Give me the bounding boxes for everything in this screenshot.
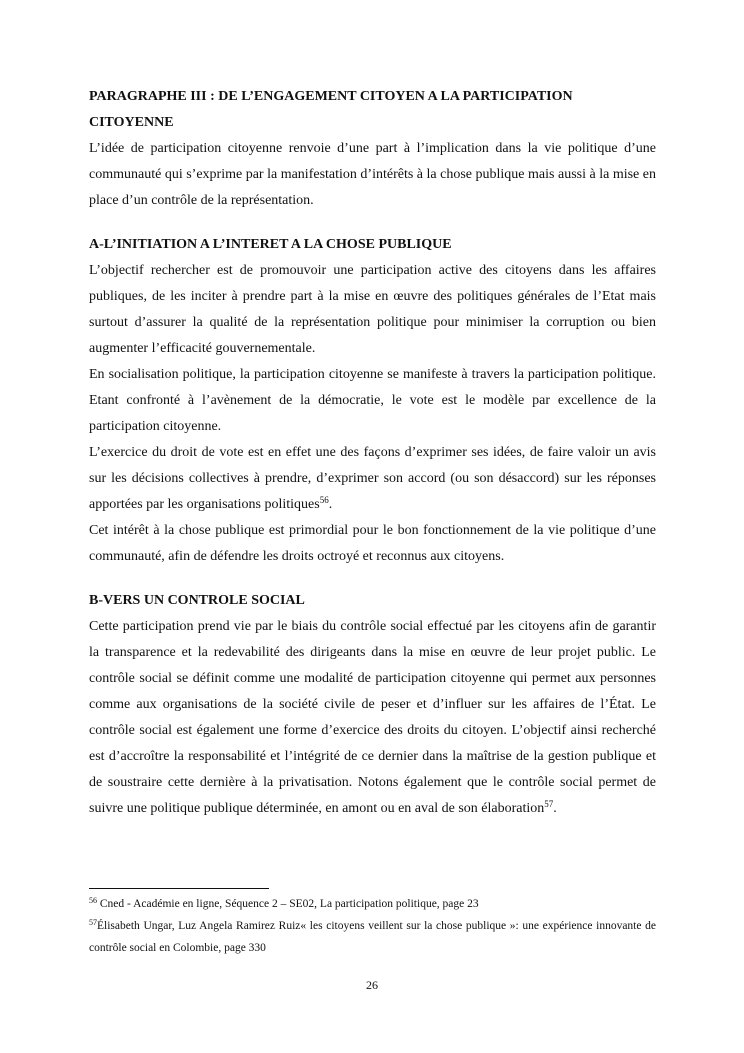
- footnotes: [89, 893, 656, 959]
- footnote-number: 56: [89, 896, 97, 905]
- part-a-heading: A-L’INITIATION A L’INTERET A LA CHOSE PUBLIQUE: [89, 237, 452, 252]
- part-a-paragraph-1: L’objectif rechercher est de promouvoir une participation active des citoyens dans les affaires publiques, de les inciter à prendre part à la mise en œuvre des politiques générales de l’Etat mais surtout d’assurer la qualité de la représentation politique pour minimiser la corruption ou bien augmenter l’efficacité gouvernementale.: [89, 263, 656, 356]
- part-b-paragraph-1: [89, 614, 656, 822]
- page-number: 26: [366, 978, 378, 992]
- part-a-paragraph-3: [89, 440, 656, 518]
- footnote-ref-56[interactable]: 56: [319, 495, 329, 505]
- part-b-paragraph-1-text: Cette participation prend vie par le biais du contrôle social effectué par les citoyens afin de garantir la transparence et la redevabilité des dirigeants dans la mise en œuvre de leur projet public. Le contrôle social se définit comme une modalité de participation citoyenne qui permet aux personnes comme aux organisations de la société civile de peser et d’influer sur les affaires de l’État. Le contrôle social est également une forme d’exercice des droits du citoyen. L’objectif ainsi recherché est d’accroître la responsabilité et l’intégrité de ce dernier dans la maîtrise de la gestion publique et de soustraire cette dernière à la privatisation. Notons également que le contrôle social permet de suivre une politique publique déterminée, en amont ou en aval de son élaboration: [89, 619, 656, 816]
- part-a-paragraph-3-end: .: [328, 497, 333, 512]
- part-b-heading: B-VERS UN CONTROLE SOCIAL: [89, 593, 305, 608]
- footnote-ref-57[interactable]: 57: [544, 799, 554, 809]
- intro-paragraph: L’idée de participation citoyenne renvoie d’une part à l’implication dans la vie politique d’une communauté qui s’exprime par la manifestation d’intérêts à la chose publique mais aussi à la mise en place d’un contrôle de la représentation.: [89, 141, 656, 208]
- document-body: [89, 84, 656, 822]
- part-b-paragraph-1-end: .: [553, 801, 557, 816]
- footnote-text: Cned - Académie en ligne, Séquence 2 – SE02, La participation politique, page 23: [97, 898, 479, 910]
- footnote-number: 57: [89, 918, 97, 927]
- part-a-paragraph-4: Cet intérêt à la chose publique est primordial pour le bon fonctionnement de la vie politique d’une communauté, afin de défendre les droits octroyé et reconnus aux citoyens.: [89, 523, 656, 564]
- section-spacer: [89, 214, 656, 232]
- section-title: PARAGRAPHE III : DE L’ENGAGEMENT CITOYEN A LA PARTICIPATION CITOYENNE: [89, 89, 573, 130]
- footnote-57: [89, 915, 656, 959]
- part-a-paragraph-3-text: L’exercice du droit de vote est en effet une des façons d’exprimer ses idées, de faire valoir un avis sur les décisions collectives à prendre, d’exprimer son accord (ou son désaccord) sur les réponses apportées par les organisations politiques: [89, 445, 656, 512]
- part-a-paragraph-2: En socialisation politique, la participation citoyenne se manifeste à travers la participation politique. Etant confronté à l’avènement de la démocratie, le vote est le modèle par excellence de la participation citoyenne.: [89, 367, 656, 434]
- footnote-text: Élisabeth Ungar, Luz Angela Ramirez Ruiz« les citoyens veillent sur la chose publique »: une expérience innovante de contrôle social en Colombie, page 330: [89, 920, 656, 954]
- footnote-56: [89, 893, 656, 915]
- section-spacer: [89, 570, 656, 588]
- footnote-divider: [89, 888, 269, 889]
